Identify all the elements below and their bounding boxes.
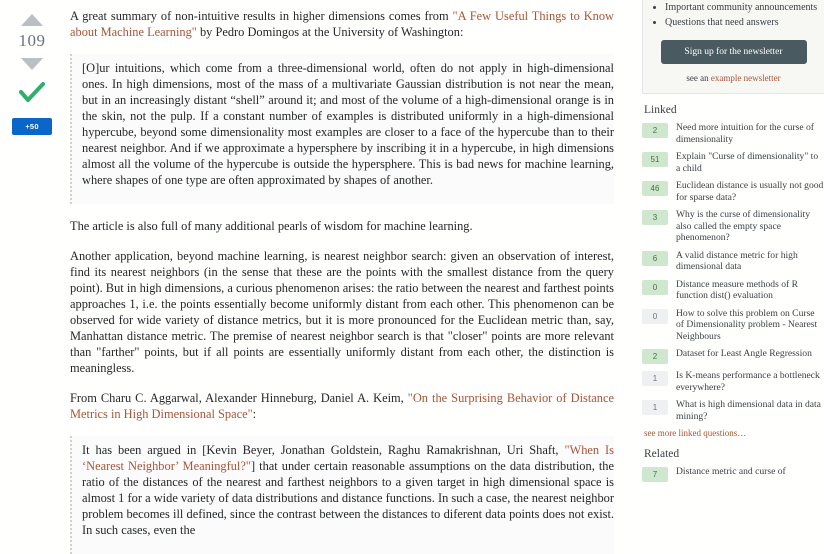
see-more-linked-questions-link[interactable]: see more linked questions… xyxy=(644,428,747,438)
list-item[interactable] xyxy=(642,209,824,244)
example-newsletter-link[interactable]: example newsletter xyxy=(710,73,781,83)
vote-badge: 1 xyxy=(642,371,668,386)
check-mark-icon[interactable] xyxy=(19,82,45,104)
list-item[interactable] xyxy=(642,348,824,364)
vote-badge: 1 xyxy=(642,400,668,415)
vote-badge: 7 xyxy=(642,467,668,482)
linked-question-link[interactable]: Dataset for Least Angle Regression xyxy=(676,348,812,359)
newsletter-bullet: • Important community announcements xyxy=(665,0,816,15)
vote-count: 109 xyxy=(18,31,46,50)
linked-heading: Linked xyxy=(644,104,677,116)
text-segment: From Charu C. Aggarwal, Alexander Hinneburg, Daniel A. Keim, xyxy=(70,391,408,405)
vote-badge: 6 xyxy=(642,251,668,266)
linked-question-link[interactable]: Euclidean distance is usually not good for sparse data? xyxy=(676,180,824,203)
linked-question-link[interactable]: Distance measure methods of R function dist() evaluation xyxy=(676,278,799,301)
related-questions-list xyxy=(642,466,824,482)
vote-badge: 51 xyxy=(642,152,668,167)
list-item[interactable] xyxy=(642,180,824,203)
text-segment: It has been argued in [Kevin Beyer, Jonathan Goldstein, Raghu Ramakrishnan, Uri Shaft, xyxy=(82,443,565,457)
paragraph-pearls: The article is also full of many additional pearls of wisdom for machine learning. xyxy=(70,219,473,233)
newsletter-bullet: • Questions that need answers xyxy=(665,15,816,30)
text-segment: : xyxy=(252,407,257,421)
linked-question-link[interactable]: Need more intuition for the curse of dimensionality xyxy=(676,122,814,145)
post-body xyxy=(64,0,636,537)
newsletter-bullet-list xyxy=(651,0,816,30)
text-segment: by Pedro Domingos at the University of Washington: xyxy=(196,25,464,39)
related-question-link[interactable]: Distance metric and curse of xyxy=(676,466,786,477)
linked-question-link[interactable]: What is high dimensional data in data mining? xyxy=(676,399,821,422)
list-item[interactable] xyxy=(642,151,824,174)
newsletter-module xyxy=(642,0,824,94)
link-surprising-behavior[interactable]: "On the Surprising Behavior of Distance Metrics in High Dimensional Space" xyxy=(70,391,614,421)
link-when-is-nearest-neighbor-meaningful[interactable]: "When Is ‘Nearest Neighbor’ Meaningful?" xyxy=(82,443,614,473)
text-segment: A great summary of non-intuitive results in higher dimensions comes from xyxy=(70,9,453,23)
linked-question-link[interactable]: How to solve this problem on Curse of Dimensionality problem - Nearest Neighbours xyxy=(676,307,818,342)
paragraph-aggarwal-intro xyxy=(70,390,614,422)
list-item[interactable] xyxy=(642,466,824,482)
vote-badge: 46 xyxy=(642,181,668,196)
list-item[interactable] xyxy=(642,370,824,393)
triangle-up-icon[interactable] xyxy=(21,14,43,26)
vote-badge: 2 xyxy=(642,123,668,138)
newsletter-example-line xyxy=(651,73,816,83)
list-item[interactable] xyxy=(642,250,824,273)
newsletter-example-prefix: see an xyxy=(686,73,711,83)
list-item[interactable] xyxy=(642,399,824,422)
linked-question-link[interactable]: Why is the curse of dimensionality also called the empty space phenomenon? xyxy=(676,209,811,243)
bounty-badge[interactable]: +50 xyxy=(12,118,52,135)
vote-badge: 3 xyxy=(642,210,668,225)
linked-questions-list xyxy=(642,122,824,422)
linked-question-link[interactable]: A valid distance metric for high dimensional data xyxy=(676,249,798,272)
linked-question-link[interactable]: Is K-means performance a bottleneck everywhere? xyxy=(676,370,820,393)
related-heading: Related xyxy=(644,448,680,460)
vote-column xyxy=(0,0,64,427)
blockquote-aggarwal xyxy=(70,436,614,554)
list-item[interactable] xyxy=(642,308,824,343)
blockquote-domingos xyxy=(70,54,614,204)
blockquote-domingos-text: [O]ur intuitions, which come from a three-dimensional world, often do not apply in high-dimensional ones. In high dimensions, most of the mass of a multivariate Gaussian distribution is not near the mean, but in an increasingly distant “shell” around it; and most of the volume of a high-dimensional orange is in the skin, not the pulp. If a constant number of examples is distributed uniformly in a high-dimensional hypercube, beyond some dimensionality most examples are closer to a face of the hypercube than to their nearest neighbor. And if we approximate a hypersphere by inscribing it in a hypercube, in high dimensions almost all the volume of the hypercube is outside the hypersphere. This is bad news for machine learning, where shapes of one type are often approximated by shapes of another. xyxy=(82,61,614,187)
vote-badge: 0 xyxy=(642,280,668,295)
paragraph-intro xyxy=(70,8,614,40)
triangle-down-icon[interactable] xyxy=(21,58,43,70)
vote-badge: 2 xyxy=(642,349,668,364)
paragraph-nearest-neighbor: Another application, beyond machine learning, is nearest neighbor search: given an observation of interest, find its nearest neighbors (in the sense that these are the points with the smallest distance from the query point). But in high dimensions, a curious phenomenon arises: the ratio between the nearest and farthest points approaches 1, i.e. the points essentially become uniformly distant from each other. This phenomenon can be observed for wide variety of distance metrics, but it is more pronounced for the Euclidean metric than, say, Manhattan distance metric. The premise of nearest neighbor search is that "closer" points are more relevant than "farther" points, but if all points are essentially uniformly distant from each other, the distinction is meaningless. xyxy=(70,249,614,375)
vote-badge: 0 xyxy=(642,309,668,324)
linked-question-link[interactable]: Explain "Curse of dimensionality" to a child xyxy=(676,151,819,174)
list-item[interactable] xyxy=(642,122,824,145)
link-few-useful-things[interactable]: "A Few Useful Things to Know about Machine Learning" xyxy=(70,9,614,39)
newsletter-signup-button[interactable]: Sign up for the newsletter xyxy=(661,40,807,64)
blockquote-aggarwal-text xyxy=(82,442,614,538)
sidebar xyxy=(636,0,824,479)
text-segment: ] that under certain reasonable assumptions on the data distribution, the ratio of the distances of the nearest and farthest neighbors to a given target in high dimensional space is almost 1 for a wide variety of data distributions and distance functions. In such a case, the nearest neighbor problem becomes ill defined, since the contrast between the distances to diferent data points does not exist. In such cases, even the xyxy=(82,459,614,537)
list-item[interactable] xyxy=(642,279,824,302)
